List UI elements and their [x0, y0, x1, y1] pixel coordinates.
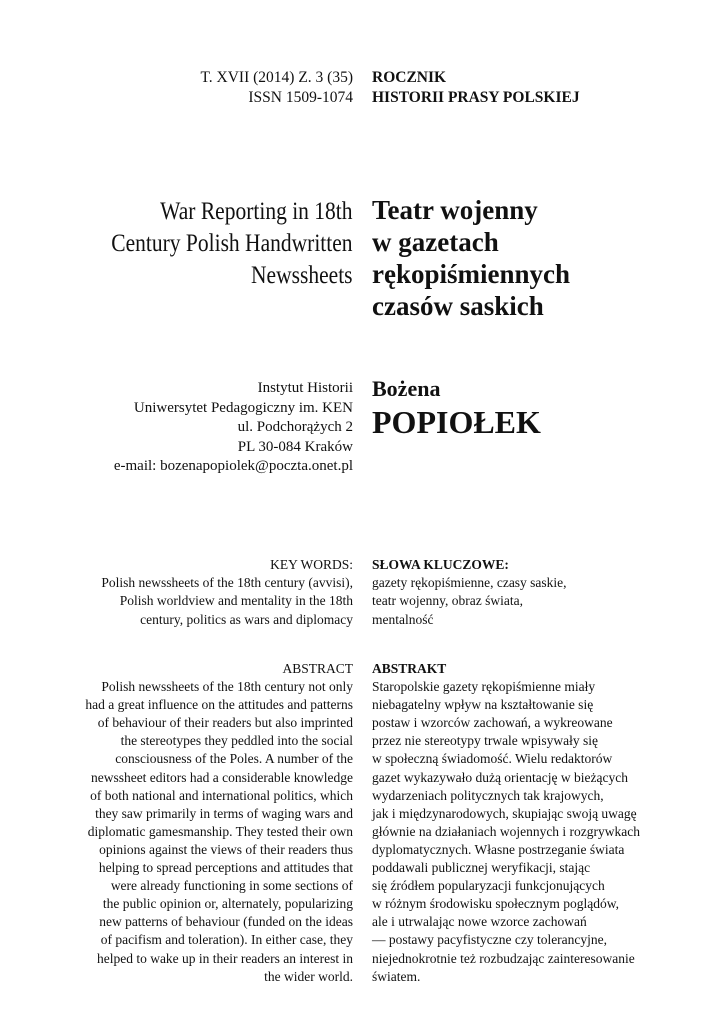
- abstract-polish-line: w społeczną świadomość. Wielu redaktorów: [372, 751, 613, 767]
- journal-name: [372, 68, 580, 108]
- abstract-polish-line: niejednokrotnie też rozbudzając zainteresowanie: [372, 950, 635, 966]
- abstract-english-line: were already functioning in some sections of: [110, 878, 353, 894]
- abstract-polish-line: jak i międzynarodowych, skupiając swoją uwagę: [372, 805, 637, 821]
- abstract-polish-line: wydarzeniach politycznych tak krajowych,: [372, 787, 604, 803]
- abstract-english-line: helping to spread perceptions and attitudes that: [98, 860, 353, 876]
- keywords-polish-line: gazety rękopiśmienne, czasy saskie,: [372, 575, 567, 591]
- keywords-english: [101, 556, 353, 629]
- abstract-english-line: opinions against the views of their readers thus: [99, 841, 353, 857]
- title-polish: [372, 194, 570, 322]
- abstract-english-line: new patterns of behaviour (funded on the ideas: [99, 914, 353, 930]
- abstract-polish-heading: ABSTRAKT: [372, 661, 447, 676]
- keywords-english-line: Polish newssheets of the 18th century (avvisi),: [101, 575, 353, 591]
- affiliation-line: PL 30-084 Kraków: [237, 438, 353, 455]
- title-english-line: Newssheets: [251, 262, 353, 289]
- title-english: [112, 196, 353, 292]
- abstract-polish-line: niebagatelny wpływ na kształtowanie się: [372, 697, 594, 713]
- journal-name-line-1: ROCZNIK: [372, 69, 447, 86]
- author-affiliation: [114, 379, 353, 477]
- keywords-english-line: century, politics as wars and diplomacy: [140, 611, 353, 627]
- issue-info: [200, 68, 353, 108]
- affiliation-line: ul. Podchorążych 2: [237, 419, 353, 435]
- abstract-english-line: of pacifism and toleration). In either case, they: [100, 932, 353, 948]
- abstract-polish-line: się źródłem popularyzacji funkcjonujących: [372, 878, 605, 894]
- abstract-english-line: the stereotypes they peddled into the social: [120, 733, 353, 749]
- abstract-polish-line: gazet wykazywało dużą orientację w bieżących: [372, 769, 628, 785]
- abstract-english-line: diplomatic gamesmanship. They tested their own: [87, 823, 353, 839]
- abstract-polish-line: dyplomatycznych. Własne postrzeganie świata: [372, 841, 625, 857]
- abstract-polish-line: postaw i wzorców zachowań, a wykreowane: [372, 715, 613, 731]
- abstract-polish-line: w różnym środowisku społecznym poglądów,: [372, 896, 619, 912]
- abstract-english-line: Polish newssheets of the 18th century not only: [101, 679, 353, 695]
- abstract-english-line: they saw primarily in terms of waging wars and: [95, 805, 353, 821]
- abstract-english-line: helped to wake up in their readers an interest in: [96, 950, 353, 966]
- abstract-polish-line: — postawy pacyfistyczne czy tolerancyjne,: [372, 932, 608, 948]
- title-polish-line: Teatr wojenny: [372, 195, 538, 225]
- title-polish-line: rękopiśmiennych: [372, 259, 571, 289]
- keywords-polish: [372, 556, 567, 629]
- keywords-english-heading: KEY WORDS:: [270, 557, 353, 572]
- abstract-english-heading: ABSTRACT: [282, 661, 353, 676]
- author-email: e-mail: bozenapopiolek@poczta.onet.pl: [113, 458, 353, 474]
- title-english-line: Century Polish Handwritten: [111, 230, 353, 257]
- abstract-polish-line: światem.: [372, 968, 421, 984]
- title-polish-line: czasów saskich: [372, 291, 544, 321]
- abstract-polish: [372, 660, 640, 986]
- abstract-polish-line: Staropolskie gazety rękopiśmienne miały: [372, 679, 596, 695]
- abstract-polish-line: przez nie stereotypy trwale wpisywały się: [372, 733, 599, 749]
- abstract-english-line: of behaviour of their readers but also imprinted: [97, 715, 353, 731]
- title-english-line: War Reporting in 18th: [160, 198, 353, 225]
- affiliation-line: Uniwersytet Pedagogiczny im. KEN: [133, 399, 353, 416]
- abstract-polish-line: głównie na działaniach wojennych i rozgrywkach: [372, 823, 641, 839]
- issue-number: T. XVII (2014) Z. 3 (35): [200, 69, 353, 86]
- abstract-polish-line: poddawali publicznej weryfikacji, stając: [372, 860, 591, 876]
- abstract-english-line: of both national and international politics, which: [90, 787, 353, 803]
- abstract-english-line: the public opinion or, alternately, popularizing: [102, 896, 353, 912]
- abstract-english-line: the wider world.: [264, 968, 353, 984]
- abstract-english-line: consciousness of the Poles. A number of the: [115, 751, 353, 767]
- title-polish-line: w gazetach: [372, 227, 499, 257]
- journal-name-line-2: HISTORII PRASY POLSKIEJ: [372, 89, 580, 106]
- issn: ISSN 1509-1074: [248, 89, 353, 106]
- abstract-polish-line: ale i utrwalając nowe wzorce zachowań: [372, 914, 587, 930]
- abstract-english: [85, 660, 353, 986]
- author-first-name: Bożena: [372, 376, 441, 401]
- keywords-polish-line: mentalność: [372, 611, 434, 627]
- keywords-polish-line: teatr wojenny, obraz świata,: [372, 593, 523, 609]
- keywords-polish-heading: SŁOWA KLUCZOWE:: [372, 557, 509, 572]
- keywords-english-line: Polish worldview and mentality in the 18th: [119, 593, 353, 609]
- abstract-english-line: newssheet editors had a considerable knowledge: [90, 769, 353, 785]
- author-last-name: POPIOŁEK: [372, 404, 541, 440]
- abstract-english-line: had a great influence on the attitudes and patterns: [85, 697, 353, 713]
- affiliation-line: Instytut Historii: [257, 380, 353, 396]
